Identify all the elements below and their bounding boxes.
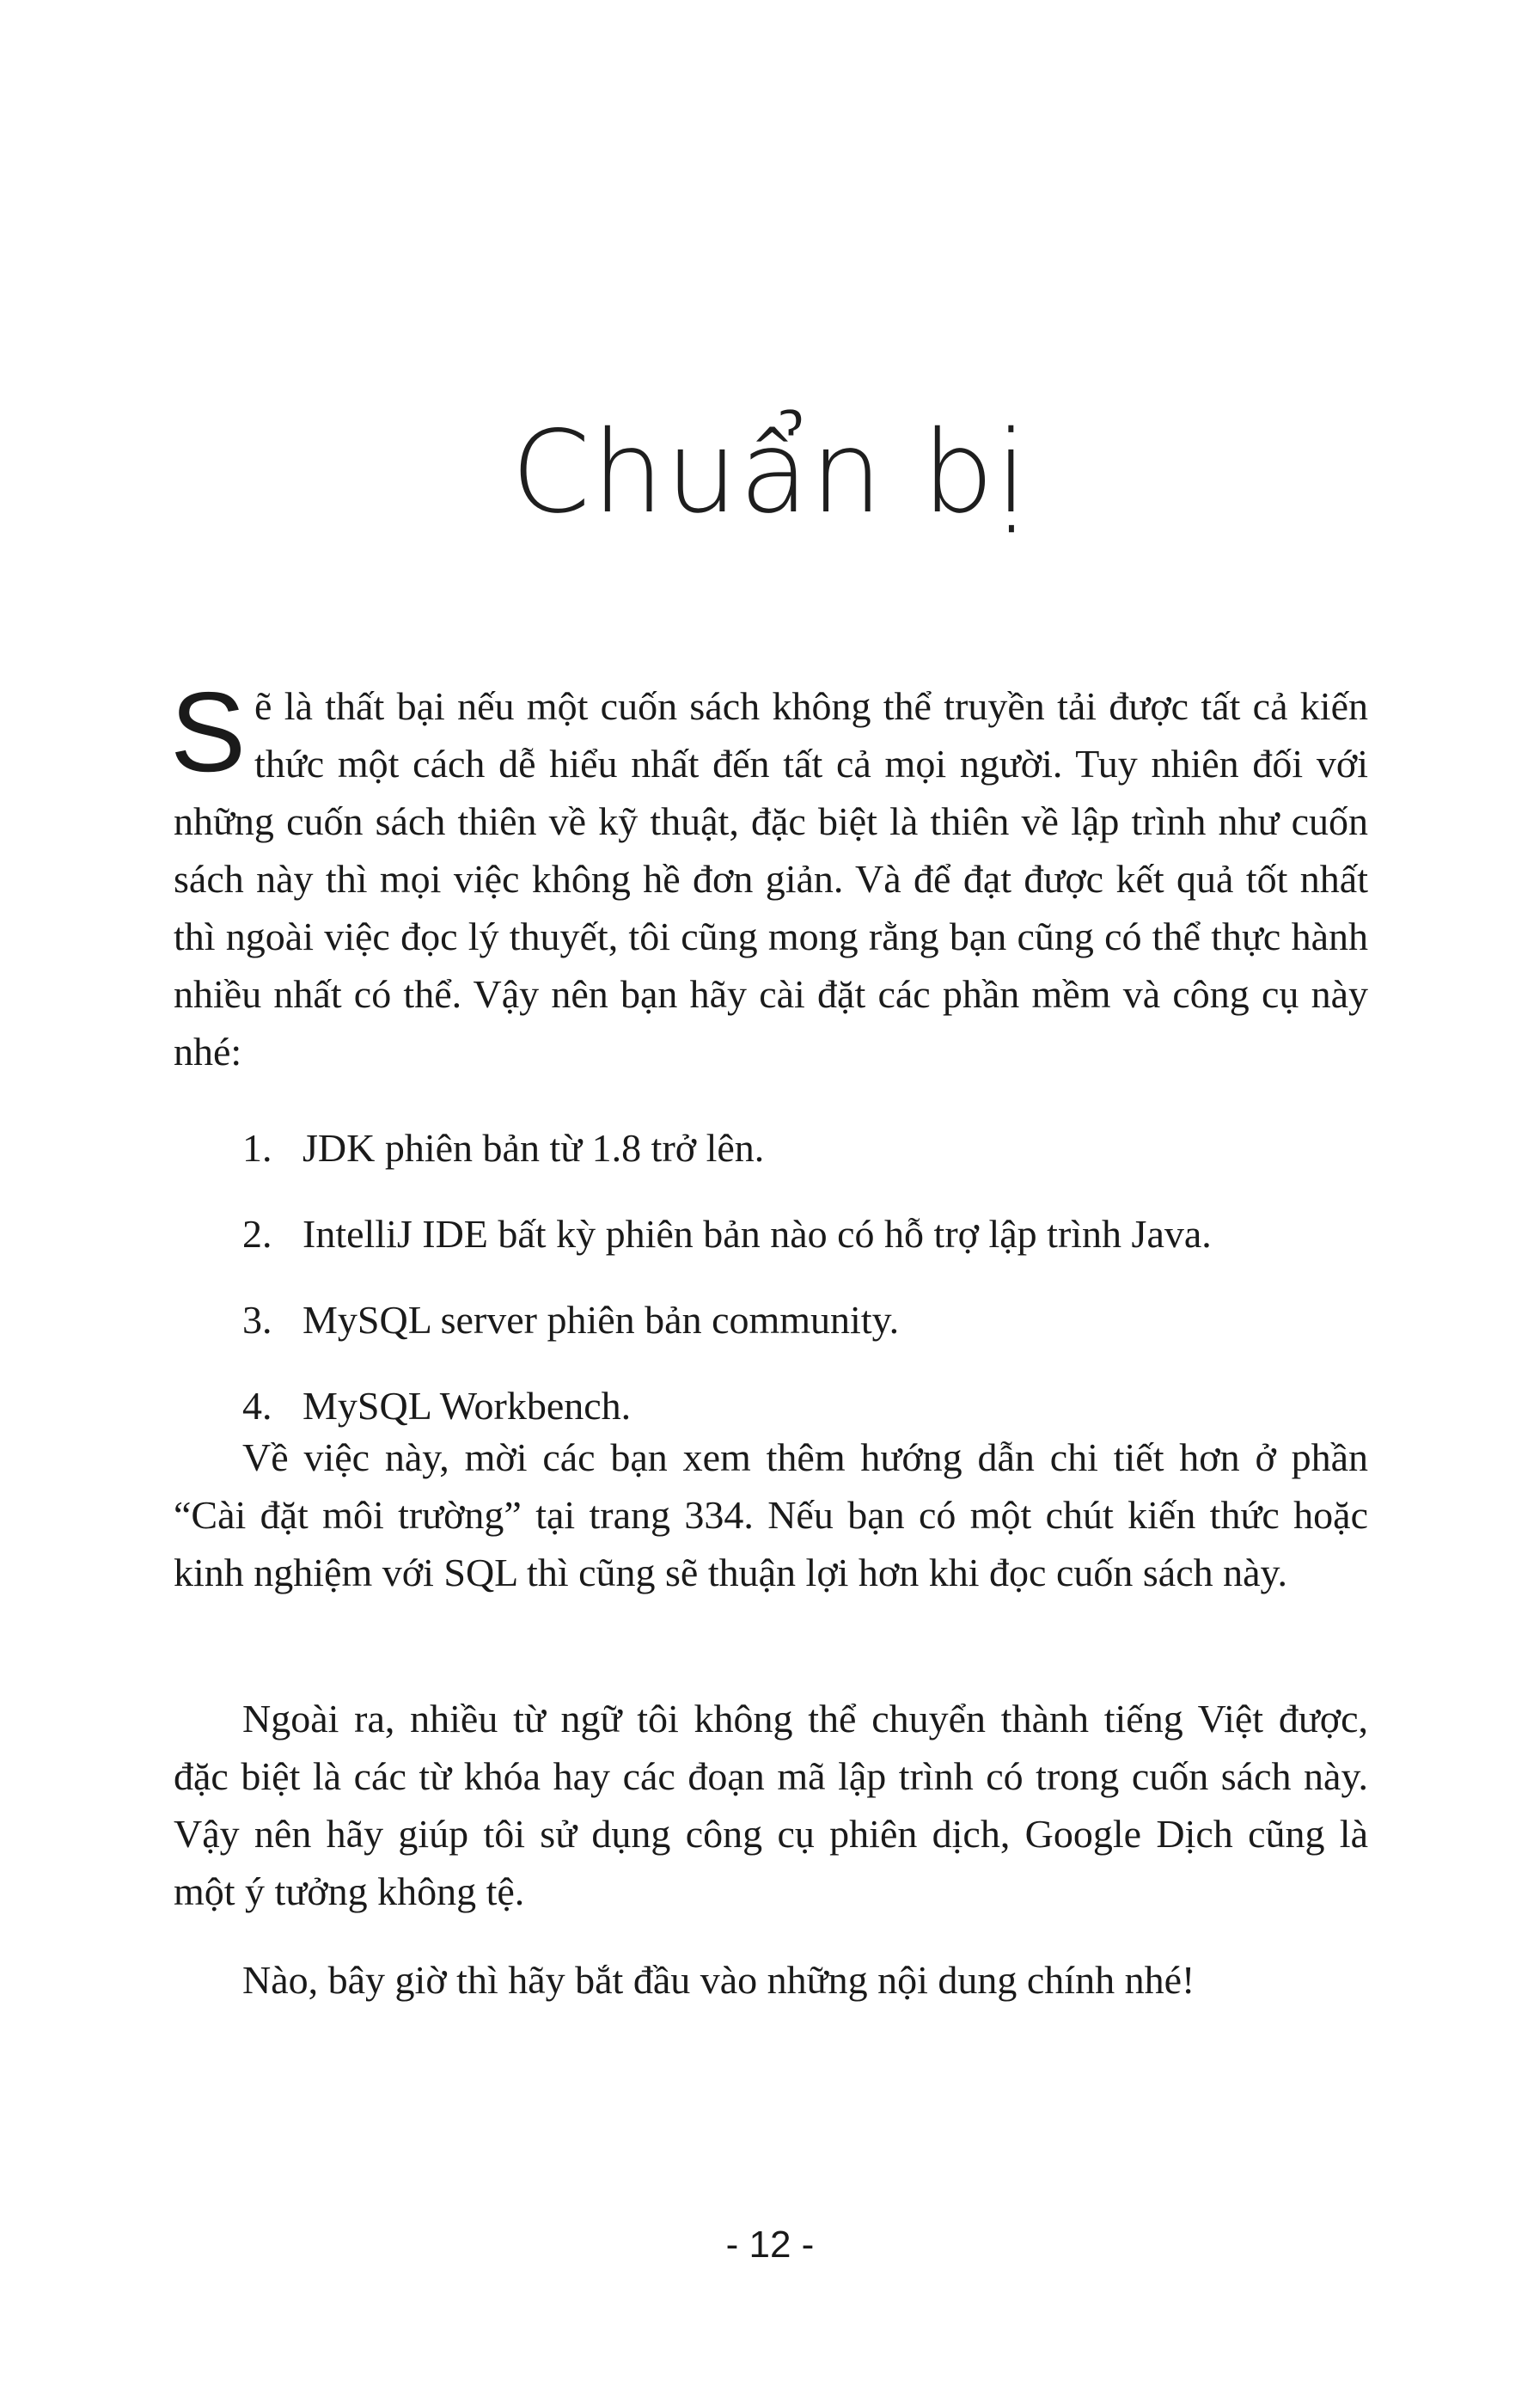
list-item-number: 1. xyxy=(242,1126,272,1170)
translation-paragraph: Ngoài ra, nhiều từ ngữ tôi không thể chuyển thành tiếng Việt được, đặc biệt là các từ khóa hay các đoạn mã lập trình có trong cuốn sách này. Vậy nên hãy giúp tôi sử dụng công cụ phiên dịch, Google Dịch cũng là một ý tưởng không tệ. xyxy=(174,1697,1368,1913)
page-number: - 12 - xyxy=(725,2224,815,2266)
list-item-number: 4. xyxy=(242,1384,272,1428)
list-item-text: IntelliJ IDE bất kỳ phiên bản nào có hỗ trợ lập trình Java. xyxy=(302,1212,1212,1256)
intro-paragraph-text: ẽ là thất bại nếu một cuốn sách không thể truyền tải được tất cả kiến thức một cách dễ hiểu nhất đến tất cả mọi người. Tuy nhiên đối với những cuốn sách thiên về kỹ thuật, đặc biệt là thiên về lập trình như cuốn sách này thì mọi việc không hề đơn giản. Và để đạt được kết quả tốt nhất thì ngoài việc đọc lý thuyết, tôi cũng mong rằng bạn cũng có thể thực hành nhiều nhất có thể. Vậy nên bạn hãy cài đặt các phần mềm và công cụ này nhé: xyxy=(174,684,1368,1074)
list-item xyxy=(242,1119,1212,1205)
list-item-text: JDK phiên bản từ 1.8 trở lên. xyxy=(302,1126,765,1170)
list-item xyxy=(242,1291,1212,1377)
requirements-list xyxy=(242,1119,1212,1463)
environment-paragraph: Về việc này, mời các bạn xem thêm hướng dẫn chi tiết hơn ở phần “Cài đặt môi trường” tại trang 334. Nếu bạn có một chút kiến thức hoặc kinh nghiệm với SQL thì cũng sẽ thuận lợi hơn khi đọc cuốn sách này. xyxy=(174,1435,1368,1594)
drop-cap: S xyxy=(170,669,247,795)
intro-paragraph xyxy=(170,669,1368,1080)
list-item-text: MySQL Workbench. xyxy=(302,1384,632,1428)
list-item xyxy=(242,1205,1212,1291)
list-item-text: MySQL server phiên bản community. xyxy=(302,1298,900,1342)
list-item-number: 2. xyxy=(242,1212,272,1256)
chapter-title: Chuẩn bị xyxy=(510,407,1030,539)
closing-paragraph: Nào, bây giờ thì hãy bắt đầu vào những nội dung chính nhé! xyxy=(242,1958,1195,2002)
list-item-number: 3. xyxy=(242,1298,272,1342)
